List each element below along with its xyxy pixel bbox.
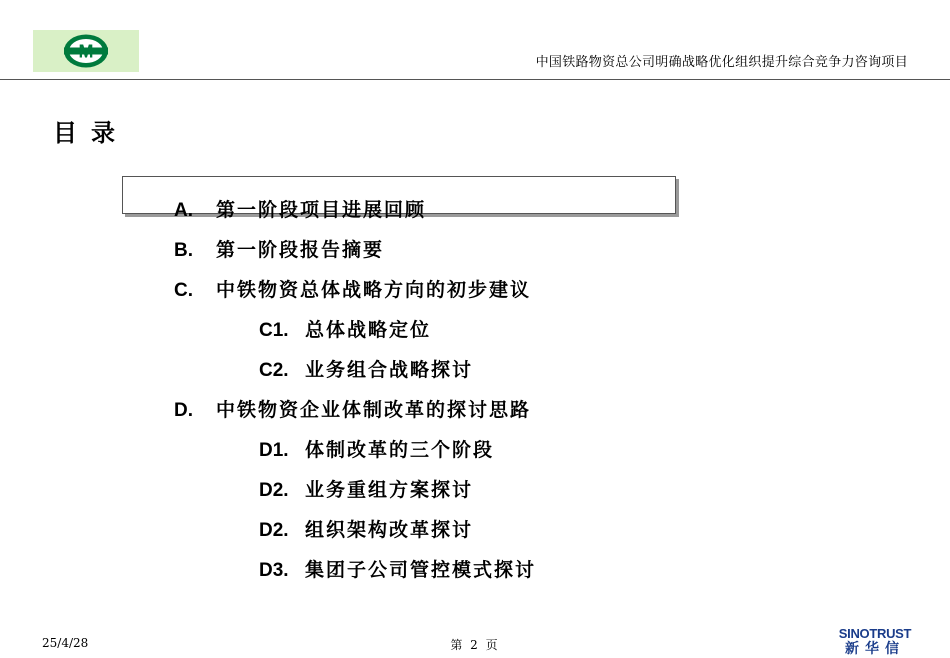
- project-title: 中国铁路物资总公司明确战略优化组织提升综合竞争力咨询项目: [535, 55, 908, 70]
- header-divider: [0, 79, 950, 80]
- toc-item-text: 业务重组方案探讨: [305, 479, 474, 501]
- toc-item-key: D.: [174, 400, 193, 421]
- toc-item-d3[interactable]: [259, 558, 536, 582]
- toc-item-c2[interactable]: [259, 358, 473, 382]
- toc-item-text: 第一阶段报告摘要: [216, 239, 385, 261]
- toc-item-text: 总体战略定位: [305, 319, 432, 341]
- toc-item-key: D2.: [259, 520, 289, 541]
- brand-name-en: SINOTRUST: [838, 626, 912, 641]
- toc-item-key: A.: [174, 200, 193, 221]
- toc-item-d[interactable]: [174, 398, 531, 422]
- toc-item-key: C.: [174, 280, 193, 301]
- toc-item-text: 集团子公司管控模式探讨: [305, 559, 537, 581]
- toc-item-text: 组织架构改革探讨: [305, 519, 474, 541]
- toc-item-text: 中铁物资总体战略方向的初步建议: [216, 279, 532, 301]
- page-title: 目录: [53, 118, 129, 147]
- toc-item-key: C1.: [259, 320, 289, 341]
- logo-letter: M: [78, 41, 94, 62]
- toc-item-a[interactable]: [174, 198, 426, 222]
- page-number: 第 2 页: [450, 638, 500, 652]
- toc-item-d2[interactable]: [259, 478, 473, 502]
- brand-name-cn: 新华信: [845, 641, 905, 657]
- toc-item-key: D2.: [259, 480, 289, 501]
- toc-item-key: B.: [174, 240, 193, 261]
- toc-item-c[interactable]: [174, 278, 531, 302]
- toc-item-d1[interactable]: [259, 438, 494, 462]
- toc-item-key: D3.: [259, 560, 289, 581]
- company-logo: [33, 30, 139, 72]
- toc-item-key: C2.: [259, 360, 289, 381]
- toc-item-d2-org[interactable]: [259, 518, 473, 542]
- toc-item-b[interactable]: [174, 238, 384, 262]
- toc-item-text: 第一阶段项目进展回顾: [216, 199, 427, 221]
- footer-date: 25/4/28: [42, 636, 89, 650]
- toc-item-c1[interactable]: [259, 318, 431, 342]
- toc-item-text: 体制改革的三个阶段: [305, 439, 495, 461]
- toc-item-key: D1.: [259, 440, 289, 461]
- toc-item-text: 业务组合战略探讨: [305, 359, 474, 381]
- sinotrust-logo: [836, 627, 914, 657]
- toc-item-text: 中铁物资企业体制改革的探讨思路: [216, 399, 532, 421]
- company-logo-icon: [61, 32, 111, 70]
